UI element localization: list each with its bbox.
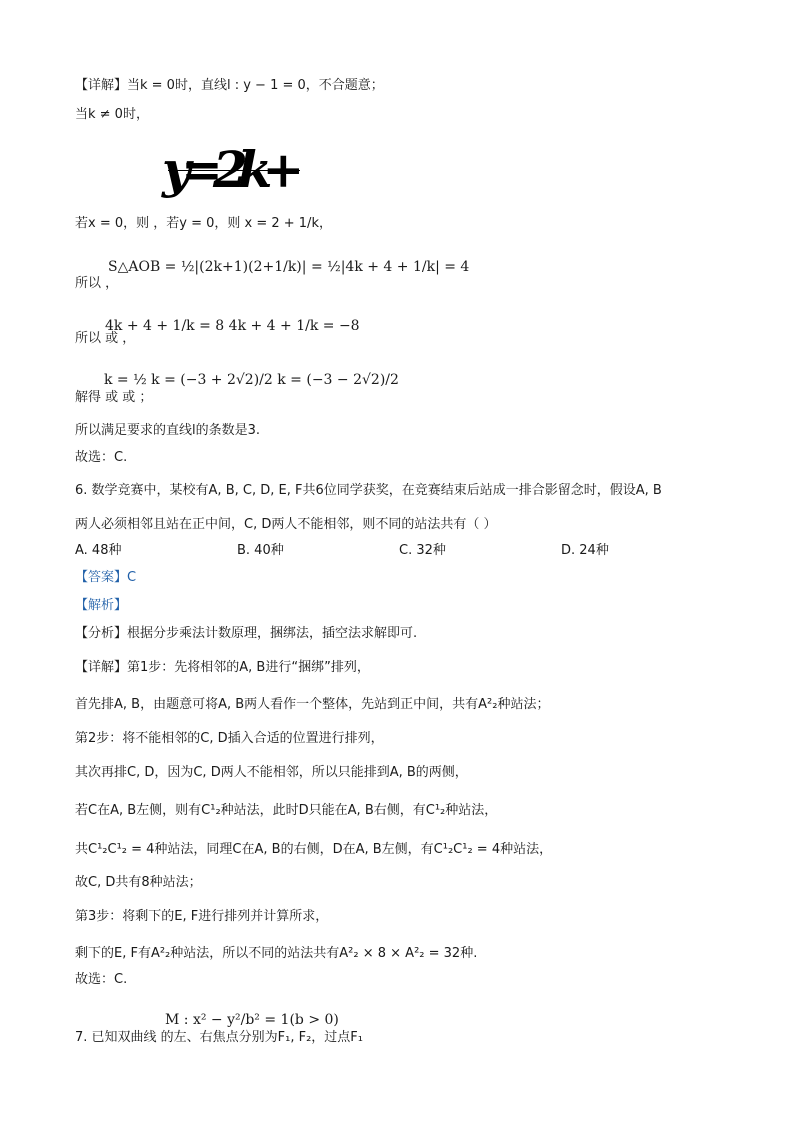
solution-line-k-nonzero: 当k ≠ 0时， — [75, 107, 149, 122]
cd-total-line: 故C, D共有8种站法； — [75, 875, 202, 890]
area-formula: S△AOB = ½|(2k+1)(2+1/k)| = ½|4k + 4 + 1/k| = 4 — [108, 259, 470, 275]
answer-label: 【答案】C — [75, 570, 137, 585]
step-2-detail: 其次再排C, D，因为C, D两人不能相邻，所以只能排到A, B的两侧， — [75, 765, 468, 780]
option-c: C. 32种 — [399, 543, 446, 558]
question-6-line-2: 两人必须相邻且站在正中间，C, D两人不能相邻，则不同的站法共有（ ） — [75, 517, 497, 532]
analysis-text: 【分析】根据分步乘法计数原理，捆绑法，插空法求解即可. — [75, 626, 418, 641]
question-7-line-1: 7. 已知双曲线 的左、右焦点分别为F₁, F₂，过点F₁ — [75, 1030, 363, 1045]
case-total-line: 共C¹₂C¹₂ = 4种站法，同理C在A, B的右侧，D在A, B左侧，有C¹₂C¹₂ = 4种站法， — [75, 842, 553, 857]
step-3-line: 第3步：将剩下的E, F进行排列并计算所求， — [75, 909, 329, 924]
k-solutions: k = ½ k = (−3 + 2√2)/2 k = (−3 − 2√2)/2 — [104, 372, 399, 388]
step-1-detail: 首先排A, B，由题意可将A, B两人看作一个整体，先站到正中间，共有A²₂种站法； — [75, 697, 550, 712]
option-b: B. 40种 — [237, 543, 284, 558]
choice-line-q5: 故选：C. — [75, 450, 128, 465]
analysis-label: 【解析】 — [75, 598, 128, 613]
hyperbola-formula: M : x² − y²/b² = 1(b > 0) — [165, 1012, 339, 1028]
choice-line-q6: 故选：C. — [75, 972, 128, 987]
garbled-formula-image: y=2k+ — [162, 140, 295, 199]
option-d: D. 24种 — [561, 543, 609, 558]
option-a: A. 48种 — [75, 543, 122, 558]
solve-line: 解得 或 或 ； — [75, 390, 153, 405]
therefore-line-1: 所以 ， — [75, 276, 119, 291]
equation-pair: 4k + 4 + 1/k = 8 4k + 4 + 1/k = −8 — [105, 318, 360, 334]
case-left-line: 若C在A, B左侧，则有C¹₂种站法，此时D只能在A, B右侧，有C¹₂种站法， — [75, 803, 498, 818]
step-2-line: 第2步：将不能相邻的C, D插入合适的位置进行排列， — [75, 731, 384, 746]
final-count-line: 剩下的E, F有A²₂种站法，所以不同的站法共有A²₂ × 8 × A²₂ = 32种. — [75, 946, 478, 961]
intercept-line: 若x = 0，则 ，若y = 0，则 x = 2 + 1/k， — [75, 216, 332, 231]
conclusion-line: 所以满足要求的直线l的条数是3. — [75, 423, 261, 438]
step-1-line: 【详解】第1步：先将相邻的A, B进行“捆绑”排列， — [75, 660, 370, 675]
therefore-line-2: 所以 或 ， — [75, 331, 136, 346]
solution-detail-line-1: 【详解】当k = 0时，直线l : y − 1 = 0，不合题意； — [75, 78, 384, 93]
question-6-line-1: 6. 数学竞赛中，某校有A, B, C, D, E, F共6位同学获奖，在竞赛结束后站成一排合影留念时，假设A, B — [75, 483, 662, 498]
